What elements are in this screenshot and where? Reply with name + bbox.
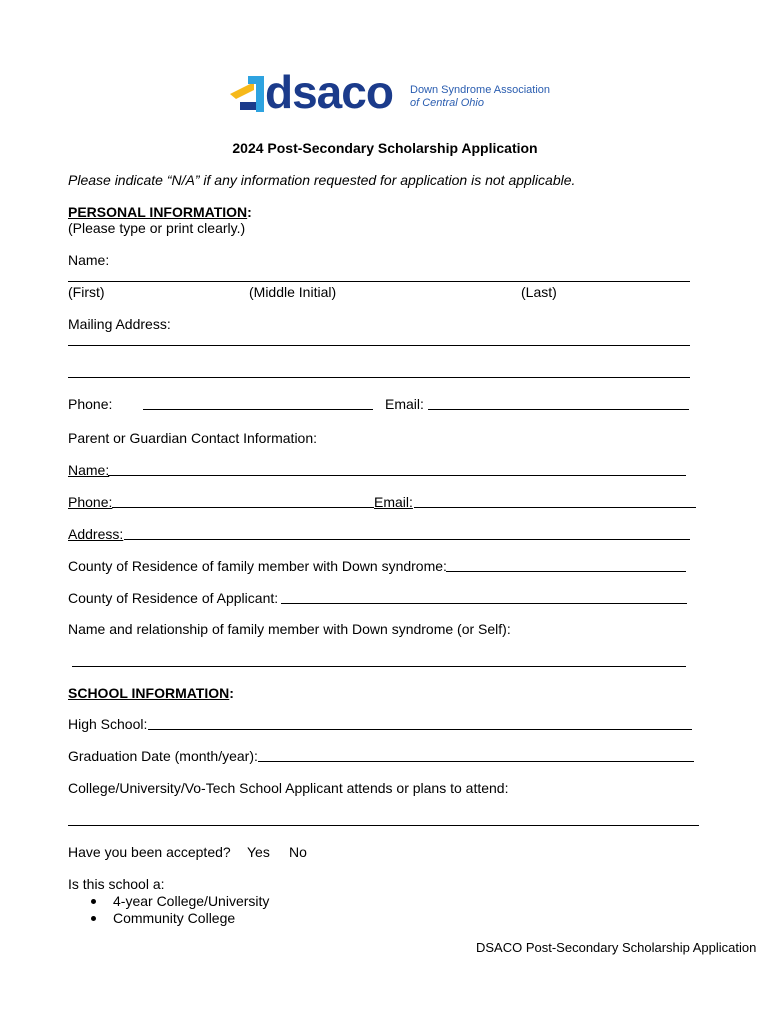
last-name-caption: (Last)	[521, 284, 557, 300]
county-applicant-label: County of Residence of Applicant:	[68, 590, 279, 606]
email-field[interactable]	[428, 409, 689, 410]
high-school-label: High School:	[68, 716, 148, 732]
logo-wordmark: dsaco	[265, 66, 393, 118]
county-applicant-field[interactable]	[281, 603, 687, 604]
county-family-label: County of Residence of family member with Down syndrome:	[68, 558, 447, 574]
relationship-field[interactable]	[72, 666, 686, 667]
bullet-icon	[91, 916, 96, 921]
school-type-option[interactable]	[113, 893, 269, 910]
personal-info-note: (Please type or print clearly.)	[68, 220, 246, 236]
guardian-name-label: Name:	[68, 462, 110, 478]
school-type-option-label: 4-year College/University	[113, 893, 270, 909]
mailing-address-field-line1[interactable]	[68, 345, 690, 346]
heading-colon: :	[247, 204, 252, 220]
school-type-option-label: Community College	[113, 909, 236, 926]
heading-colon: :	[229, 685, 234, 701]
school-type-list	[68, 893, 269, 926]
accepted-no-option[interactable]: No	[289, 844, 307, 860]
college-field[interactable]	[68, 825, 699, 826]
county-family-field[interactable]	[446, 571, 686, 572]
school-info-heading	[68, 685, 234, 701]
dsaco-logo-mark-icon	[230, 72, 270, 114]
name-label: Name:	[68, 252, 110, 268]
name-field[interactable]	[68, 281, 690, 282]
phone-label: Phone:	[68, 396, 113, 412]
personal-info-heading-text: PERSONAL INFORMATION	[68, 204, 248, 220]
graduation-date-field[interactable]	[258, 761, 694, 762]
guardian-heading: Parent or Guardian Contact Information:	[68, 430, 318, 446]
accepted-yes-option[interactable]: Yes	[247, 844, 270, 860]
middle-initial-caption: (Middle Initial)	[249, 284, 337, 300]
relationship-label: Name and relationship of family member with Down syndrome (or Self):	[68, 621, 511, 637]
guardian-phone-label: Phone:	[68, 494, 113, 510]
high-school-field[interactable]	[148, 729, 692, 730]
footer-text: DSACO Post-Secondary Scholarship Application	[476, 940, 757, 955]
first-name-caption: (First)	[68, 284, 105, 300]
school-type-option[interactable]	[113, 910, 269, 927]
logo-org-line2: of Central Ohio	[410, 97, 484, 109]
page-title: 2024 Post-Secondary Scholarship Application	[232, 140, 538, 156]
guardian-phone-field[interactable]	[112, 507, 374, 508]
mailing-address-field-line2[interactable]	[68, 377, 690, 378]
college-label: College/University/Vo-Tech School Applicant attends or plans to attend:	[68, 780, 509, 796]
logo-org-line1: Down Syndrome Association	[410, 84, 551, 96]
accepted-label: Have you been accepted?	[68, 844, 231, 860]
guardian-email-field[interactable]	[414, 507, 696, 508]
school-type-label: Is this school a:	[68, 876, 165, 892]
logo-org-name	[410, 84, 550, 110]
guardian-email-label: Email:	[374, 494, 413, 510]
personal-info-heading	[68, 204, 252, 220]
school-info-heading-text: SCHOOL INFORMATION	[68, 685, 230, 701]
graduation-date-label: Graduation Date (month/year):	[68, 748, 258, 764]
instruction-text: Please indicate “N/A” if any information requested for application is not applicable.	[68, 172, 576, 188]
bullet-icon	[91, 899, 96, 904]
email-label: Email:	[385, 396, 424, 412]
guardian-address-field[interactable]	[124, 539, 690, 540]
phone-field[interactable]	[143, 409, 373, 410]
guardian-address-label: Address:	[68, 526, 124, 542]
guardian-name-field[interactable]	[108, 475, 686, 476]
mailing-address-label: Mailing Address:	[68, 316, 171, 332]
